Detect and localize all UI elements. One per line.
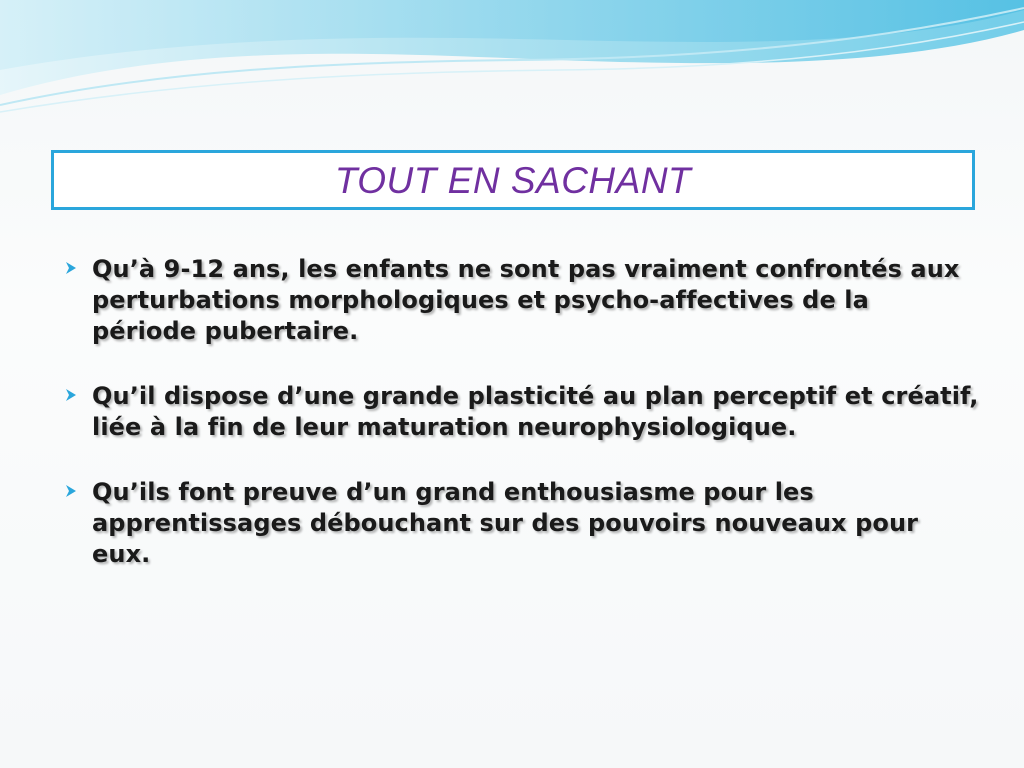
chevron-right-icon	[63, 260, 79, 276]
bullet-text: Qu’à 9-12 ans, les enfants ne sont pas vraiment confrontés aux perturbations morphologiques et psycho-affectives de la période pubertaire.	[92, 255, 960, 345]
chevron-right-icon	[63, 483, 79, 499]
title-box	[51, 150, 975, 210]
bullet-text: Qu’ils font preuve d’un grand enthousiasme pour les apprentissages débouchant sur des pouvoirs nouveaux pour eux.	[92, 478, 919, 568]
list-item	[60, 254, 980, 347]
chevron-right-icon	[63, 387, 79, 403]
slide-title: TOUT EN SACHANT	[334, 159, 692, 201]
bullet-text: Qu’il dispose d’une grande plasticité au plan perceptif et créatif, liée à la fin de leur maturation neurophysiologique.	[92, 382, 979, 441]
wave-decoration	[0, 0, 1024, 130]
list-item	[60, 477, 980, 570]
bullet-list	[60, 254, 980, 604]
list-item	[60, 381, 980, 443]
